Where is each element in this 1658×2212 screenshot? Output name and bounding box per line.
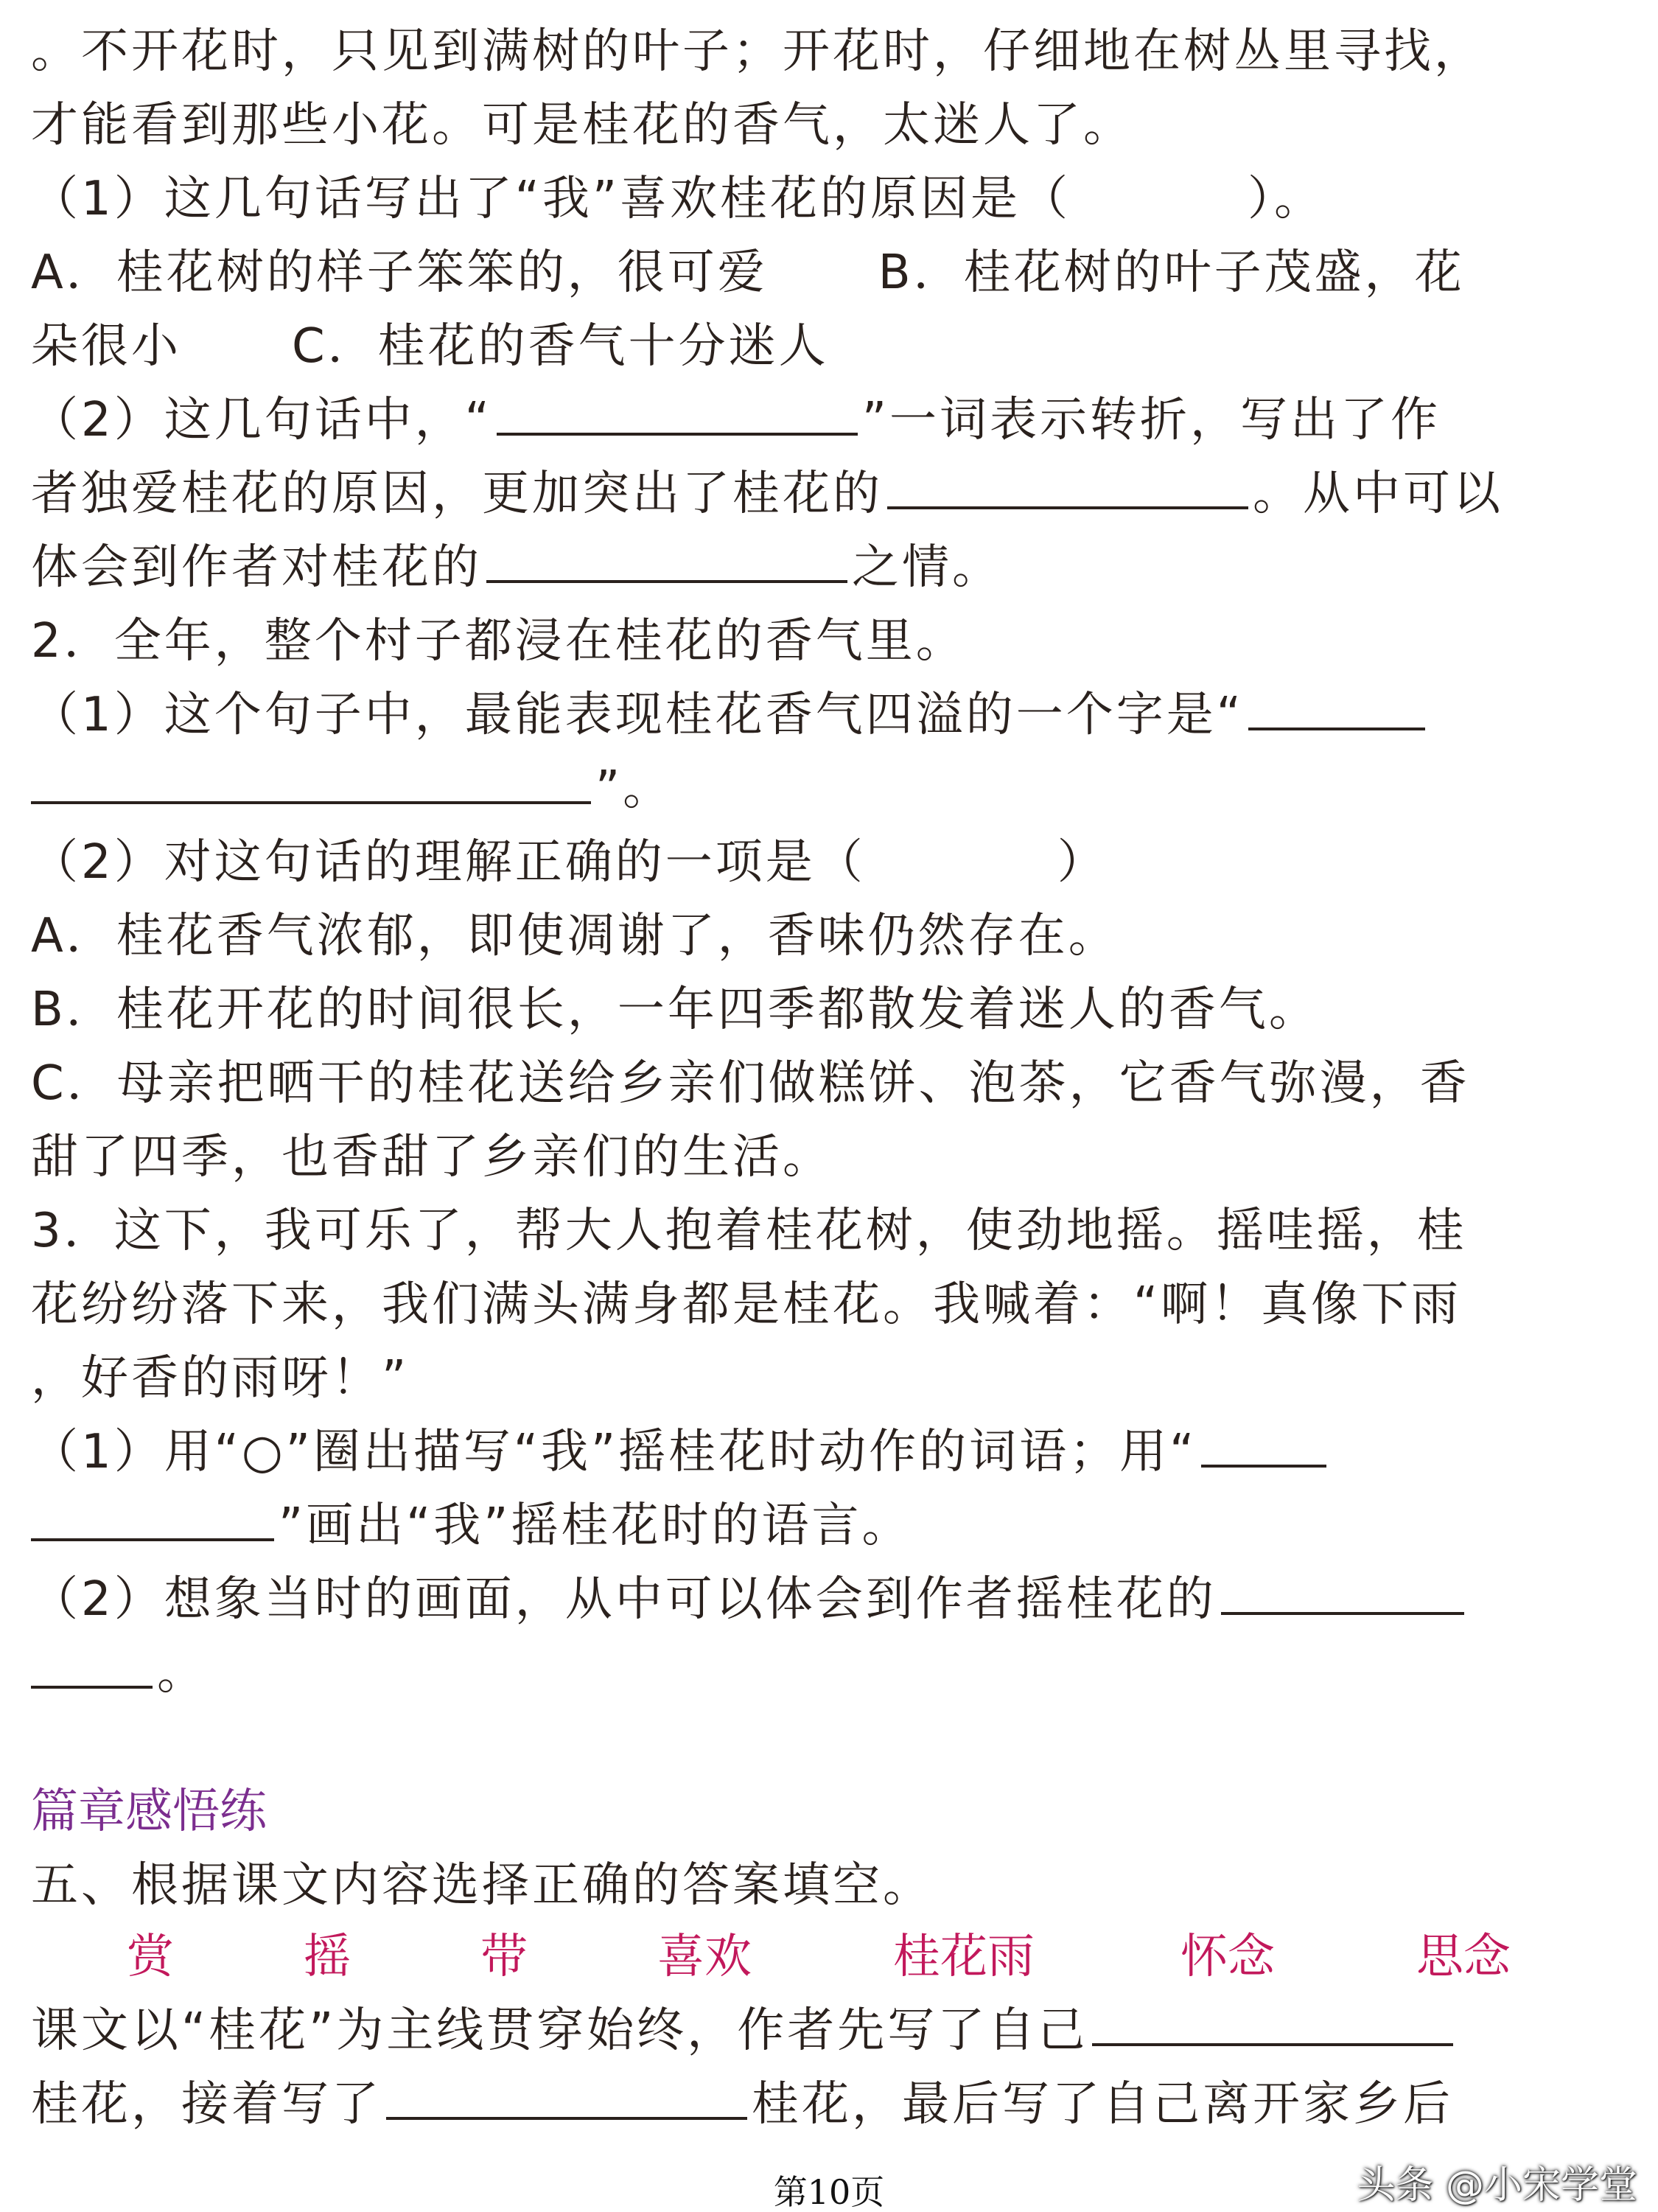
answer-blank[interactable]	[486, 533, 847, 583]
text-line	[31, 1194, 1630, 1268]
text-line	[31, 1341, 1630, 1415]
question-line	[31, 1415, 1630, 1489]
word-option: 怀念	[1180, 1930, 1275, 1984]
question-text: 体会到作者对桂花的	[31, 540, 482, 595]
passage-text: 才能看到那些小花。可是桂花的香气，太迷人了。	[31, 98, 1133, 153]
answer-blank[interactable]	[31, 754, 591, 804]
word-option: 喜欢	[657, 1930, 752, 1984]
question-text: （2）想象当时的画面，从中可以体会到作者摇桂花的	[31, 1572, 1217, 1627]
fill-text: 桂花，最后写了自己离开家乡后	[752, 2077, 1453, 2132]
question-text: （1）用“○”圈出描写“我”摇桂花时动作的词语；用“	[31, 1425, 1197, 1479]
answer-blank[interactable]	[31, 1491, 274, 1541]
passage-text: 花纷纷落下来，我们满头满身都是桂花。我喊着：“啊！真像下雨	[31, 1277, 1462, 1332]
question-line	[31, 1563, 1630, 1636]
page-number: 第10页	[773, 2172, 885, 2212]
question-text: ”画出“我”摇桂花时的语言。	[279, 1498, 912, 1553]
question-text: （2）对这句话的理解正确的一项是（	[31, 835, 866, 890]
word-option: 思念	[1416, 1930, 1511, 1984]
fill-blank-line	[31, 1994, 1630, 2068]
question-line	[31, 1489, 1630, 1563]
option-line	[31, 236, 1630, 310]
option-c: C．母亲把晒干的桂花送给乡亲们做糕饼、泡茶，它香气弥漫，香	[31, 1056, 1470, 1111]
text-line	[31, 15, 1630, 88]
question-line	[31, 531, 1630, 604]
text-line	[31, 1268, 1630, 1341]
question-line	[31, 457, 1630, 531]
fill-text: 桂花，接着写了	[31, 2077, 382, 2132]
question-text: 。从中可以	[1253, 467, 1503, 521]
answer-blank[interactable]	[386, 2070, 747, 2120]
word-bank	[31, 1920, 1630, 1994]
option-line	[31, 899, 1630, 973]
answer-blank[interactable]	[1201, 1417, 1326, 1468]
option-c: C．桂花的香气十分迷人	[292, 319, 829, 374]
answer-blank[interactable]	[497, 385, 858, 436]
option-line	[31, 973, 1630, 1047]
answer-blank[interactable]	[1221, 1565, 1464, 1615]
question-text: （2）这几句话中，“	[31, 393, 492, 447]
question-line	[31, 826, 1630, 899]
word-option: 赏	[127, 1930, 174, 1984]
question-text: 。	[157, 1646, 207, 1700]
question-line	[31, 383, 1630, 457]
option-a: A．桂花树的样子笨笨的，很可爱	[31, 245, 768, 300]
question-text: ”一词表示转折，写出了作	[861, 393, 1441, 447]
passage-text: 。不开花时，只见到满树的叶子；开花时，仔细地在树丛里寻找，	[31, 24, 1484, 79]
answer-blank[interactable]	[1248, 680, 1425, 730]
question-text: （1）这几句话写出了“我”喜欢桂花的原因是（	[31, 172, 1071, 226]
fill-text: 课文以“桂花”为主线贯穿始终，作者先写了自己	[31, 2003, 1088, 2058]
text-line	[31, 604, 1630, 678]
watermark: 头条 @小宋学堂	[1357, 2163, 1637, 2208]
answer-blank[interactable]	[1092, 1996, 1453, 2046]
option-line	[31, 1047, 1630, 1120]
option-line	[31, 1120, 1630, 1194]
answer-blank[interactable]	[31, 1639, 153, 1689]
option-b-cont: 朵很小	[31, 319, 181, 374]
question-line	[31, 678, 1630, 752]
fill-blank-line	[31, 2068, 1630, 2141]
passage-sentence: 2．全年，整个村子都浸在桂花的香气里。	[31, 614, 966, 669]
question-line	[31, 752, 1630, 826]
option-b: B．桂花开花的时间很长，一年四季都散发着迷人的香气。	[31, 983, 1319, 1037]
question-text: ”。	[595, 761, 674, 816]
text-line	[31, 88, 1630, 162]
task-heading-text: 五、根据课文内容选择正确的答案填空。	[31, 1858, 933, 1913]
word-option: 带	[480, 1930, 528, 1984]
answer-blank[interactable]	[887, 459, 1248, 509]
option-c-cont: 甜了四季，也香甜了乡亲们的生活。	[31, 1130, 833, 1184]
passage-text: ，好香的雨呀！”	[31, 1351, 410, 1406]
question-text: ）。	[1248, 172, 1325, 226]
question-line	[31, 162, 1630, 236]
word-option: 桂花雨	[893, 1930, 1035, 1984]
question-text: 者独爱桂花的原因，更加突出了桂花的	[31, 467, 883, 521]
section-title: 篇章感悟练	[31, 1784, 267, 1839]
task-heading	[31, 1849, 1630, 1922]
question-text: ）	[1057, 835, 1108, 890]
question-text: 之情。	[852, 540, 1002, 595]
option-line	[31, 310, 1630, 383]
passage-text: 3．这下，我可乐了，帮大人抱着桂花树，使劲地摇。摇哇摇，桂	[31, 1204, 1467, 1258]
question-line	[31, 1636, 1630, 1710]
word-option: 摇	[304, 1930, 351, 1984]
option-a: A．桂花香气浓郁，即使凋谢了，香味仍然存在。	[31, 909, 1119, 963]
question-text: （1）这个句子中，最能表现桂花香气四溢的一个字是“	[31, 688, 1244, 742]
option-b: B．桂花树的叶子茂盛，花	[878, 245, 1465, 300]
